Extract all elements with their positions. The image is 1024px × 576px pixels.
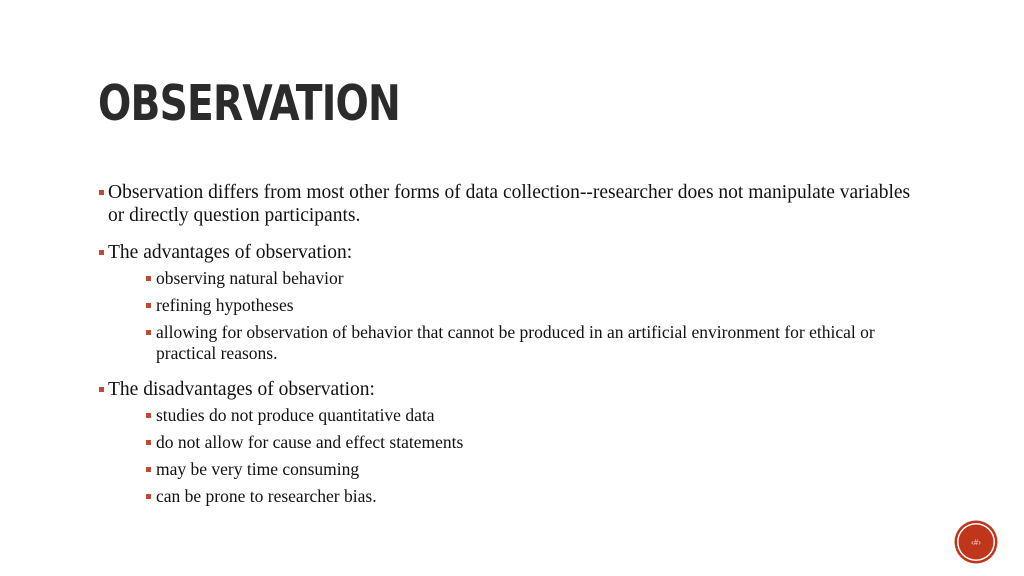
square-bullet-icon (146, 276, 151, 281)
list-item-text: do not allow for cause and effect statements (156, 432, 464, 452)
list-item (146, 405, 918, 426)
list-item (146, 486, 918, 507)
square-bullet-icon (99, 387, 104, 392)
bullet-intro-text: Observation differs from most other forms of data collection--researcher does not manipulate variables or directly question participants. (108, 182, 911, 226)
list-item (146, 322, 918, 364)
square-bullet-icon (146, 494, 151, 499)
square-bullet-icon (146, 467, 151, 472)
slide-content (98, 181, 918, 518)
page-number: ‹#› (971, 537, 981, 547)
disadvantages-heading: The disadvantages of observation: (108, 379, 375, 400)
disadvantages-list (108, 405, 918, 507)
advantages-heading: The advantages of observation: (108, 242, 353, 263)
square-bullet-icon (99, 250, 104, 255)
square-bullet-icon (99, 190, 104, 195)
bullet-intro (98, 181, 918, 227)
square-bullet-icon (146, 303, 151, 308)
bullet-disadvantages (98, 378, 918, 507)
bullet-advantages (98, 241, 918, 364)
slide-title: OBSERVATION (98, 75, 401, 132)
list-item-text: allowing for observation of behavior that cannot be produced in an artificial environment for ethical or practical reasons. (156, 322, 875, 363)
list-item-text: observing natural behavior (156, 268, 344, 288)
square-bullet-icon (146, 440, 151, 445)
square-bullet-icon (146, 330, 151, 335)
list-item (146, 268, 918, 289)
list-item (146, 432, 918, 453)
list-item-text: studies do not produce quantitative data (156, 405, 435, 425)
list-item-text: may be very time consuming (156, 459, 360, 479)
page-number-badge (957, 523, 995, 561)
advantages-list (108, 268, 918, 364)
list-item (146, 459, 918, 480)
list-item (146, 295, 918, 316)
list-item-text: refining hypotheses (156, 295, 294, 315)
square-bullet-icon (146, 413, 151, 418)
list-item-text: can be prone to researcher bias. (156, 486, 377, 506)
